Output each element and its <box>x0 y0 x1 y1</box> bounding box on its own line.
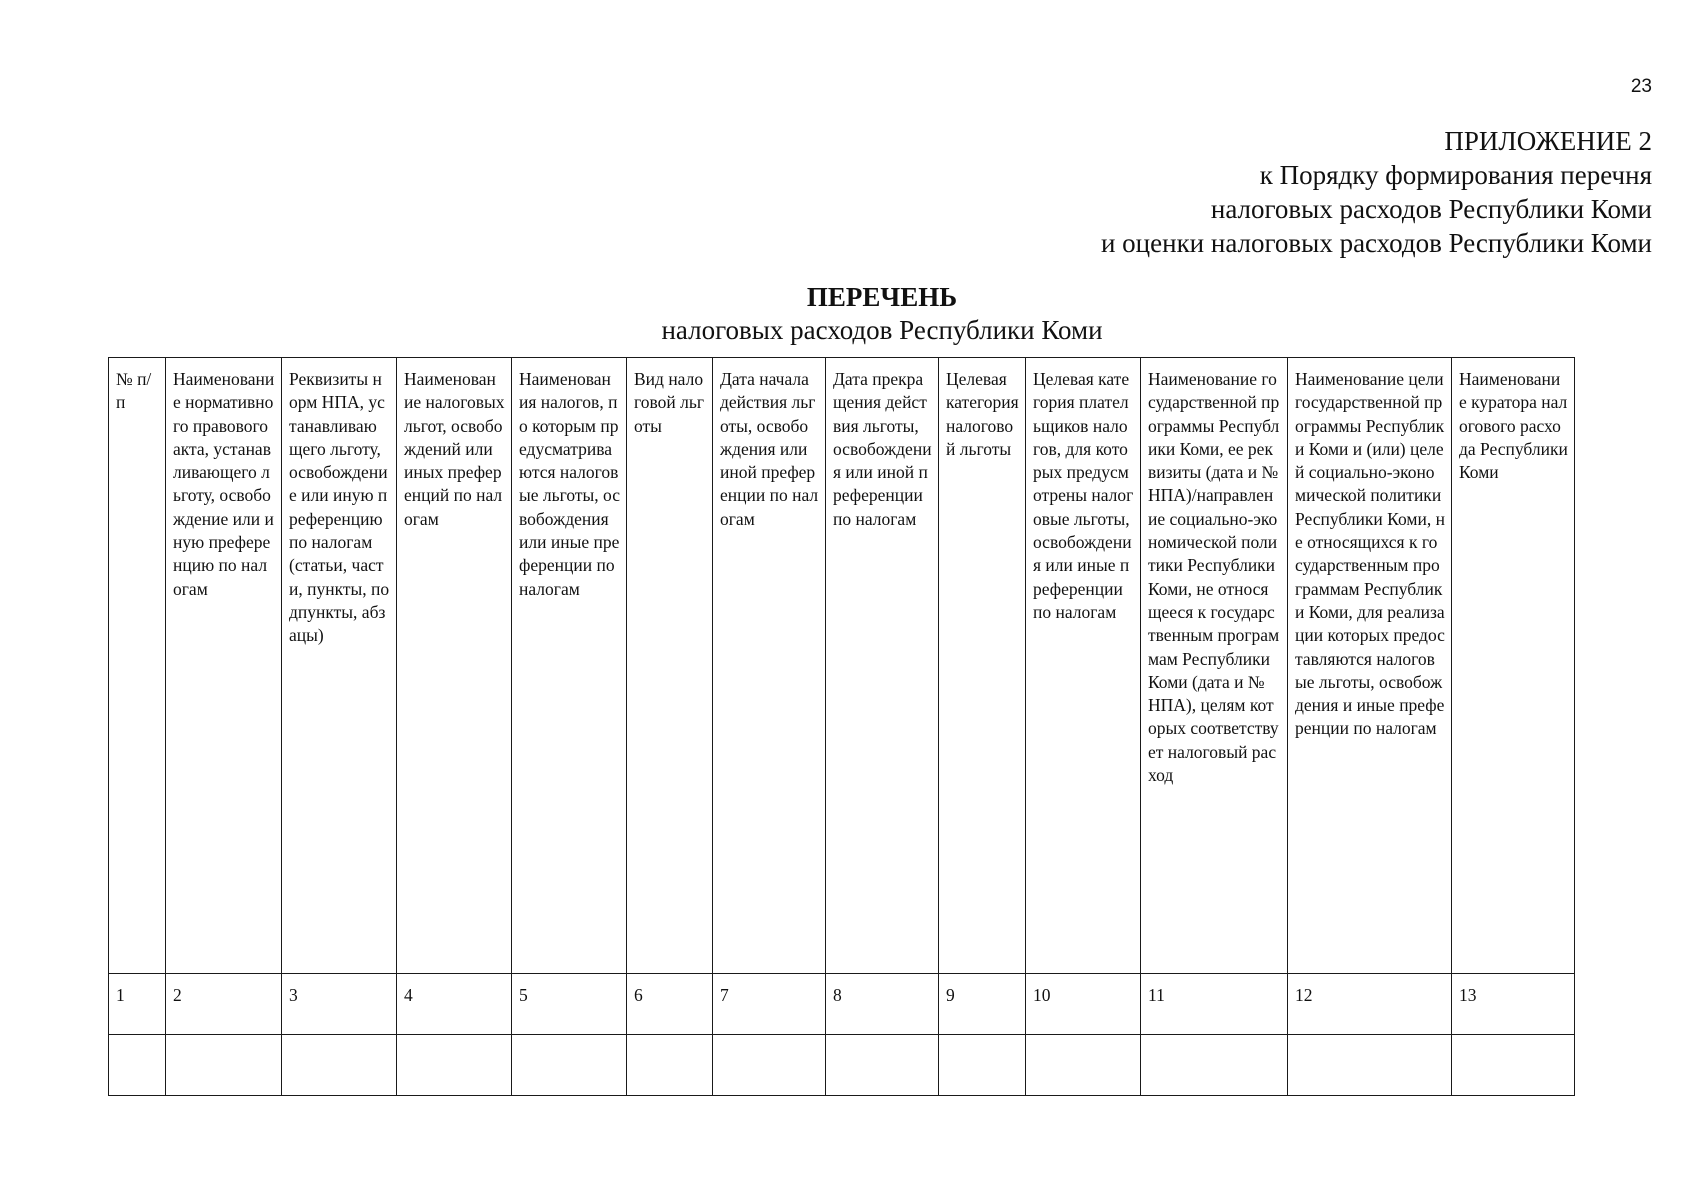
column-header-benefit-name: Наименование налоговых льгот, освобождений или иных преференций по налогам <box>397 358 512 974</box>
column-header-act-details: Реквизиты норм НПА, устанавливающего льготу, освобождение или иную преференцию по налогам (статьи, части, пункты, подпункты, абзацы) <box>282 358 397 974</box>
document-title: ПЕРЕЧЕНЬ <box>806 282 958 312</box>
page-number: 23 <box>1630 76 1652 97</box>
document-subtitle: налоговых расходов Республики Коми <box>661 315 1103 345</box>
column-number-cell: 6 <box>627 974 713 1035</box>
column-header-target-category: Целевая категория налоговой льготы <box>939 358 1026 974</box>
column-number-cell: 5 <box>512 974 627 1035</box>
table-header-row <box>109 358 1575 974</box>
empty-cell <box>939 1035 1026 1096</box>
column-number-cell: 12 <box>1288 974 1452 1035</box>
tax-expenditure-table <box>108 357 1575 1096</box>
appendix-block <box>1101 124 1652 260</box>
column-number-row <box>109 974 1575 1035</box>
column-number-cell: 8 <box>826 974 939 1035</box>
column-number-cell: 9 <box>939 974 1026 1035</box>
column-header-curator: Наименование куратора налогового расхода Республики Коми <box>1452 358 1575 974</box>
column-number-cell: 7 <box>713 974 826 1035</box>
empty-cell <box>627 1035 713 1096</box>
appendix-line: и оценки налоговых расходов Республики Коми <box>1100 228 1652 258</box>
empty-cell <box>1452 1035 1575 1096</box>
empty-cell <box>166 1035 282 1096</box>
appendix-title: ПРИЛОЖЕНИЕ 2 <box>1444 126 1652 156</box>
column-header-start-date: Дата начала действия льготы, освобождения или иной преференции по налогам <box>713 358 826 974</box>
column-header-end-date: Дата прекращения действия льготы, освобождения или иной преференции по налогам <box>826 358 939 974</box>
column-header-number: № п/п <box>109 358 166 974</box>
column-header-tax-names: Наименования налогов, по которым предусматриваются налоговые льготы, освобождения или иные преференции по налогам <box>512 358 627 974</box>
column-number-cell: 11 <box>1141 974 1288 1035</box>
empty-cell <box>1026 1035 1141 1096</box>
empty-cell <box>826 1035 939 1096</box>
column-header-benefit-type: Вид налоговой льготы <box>627 358 713 974</box>
empty-cell <box>713 1035 826 1096</box>
column-number-cell: 4 <box>397 974 512 1035</box>
appendix-line: налоговых расходов Республики Коми <box>1210 194 1652 224</box>
column-header-state-program: Наименование государственной программы Республики Коми, ее реквизиты (дата и № НПА)/направление социально-экономической политики Республики Коми, не относящееся к государственным программам Республики Коми (дата и № НПА), целям которых соответствует налоговый расход <box>1141 358 1288 974</box>
column-number-cell: 2 <box>166 974 282 1035</box>
column-header-program-goal: Наименование цели государственной программы Республики Коми и (или) целей социально-экономической политики Республики Коми, не относящихся к государственным программам Республики Коми, для реализации которых предоставляются налоговые льготы, освобождения и иные преференции по налогам <box>1288 358 1452 974</box>
empty-cell <box>1288 1035 1452 1096</box>
empty-cell <box>512 1035 627 1096</box>
column-number-cell: 13 <box>1452 974 1575 1035</box>
empty-cell <box>1141 1035 1288 1096</box>
column-header-act-name: Наименование нормативного правового акта, устанавливающего льготу, освобождение или иную преференцию по налогам <box>166 358 282 974</box>
appendix-line: к Порядку формирования перечня <box>1259 160 1652 190</box>
column-number-cell: 10 <box>1026 974 1141 1035</box>
empty-cell <box>397 1035 512 1096</box>
empty-cell <box>282 1035 397 1096</box>
column-number-cell: 1 <box>109 974 166 1035</box>
empty-cell <box>109 1035 166 1096</box>
empty-table-row <box>109 1035 1575 1096</box>
column-header-payer-category: Целевая категория плательщиков налогов, для которых предусмотрены налоговые льготы, освобождения или иные преференции по налогам <box>1026 358 1141 974</box>
column-number-cell: 3 <box>282 974 397 1035</box>
